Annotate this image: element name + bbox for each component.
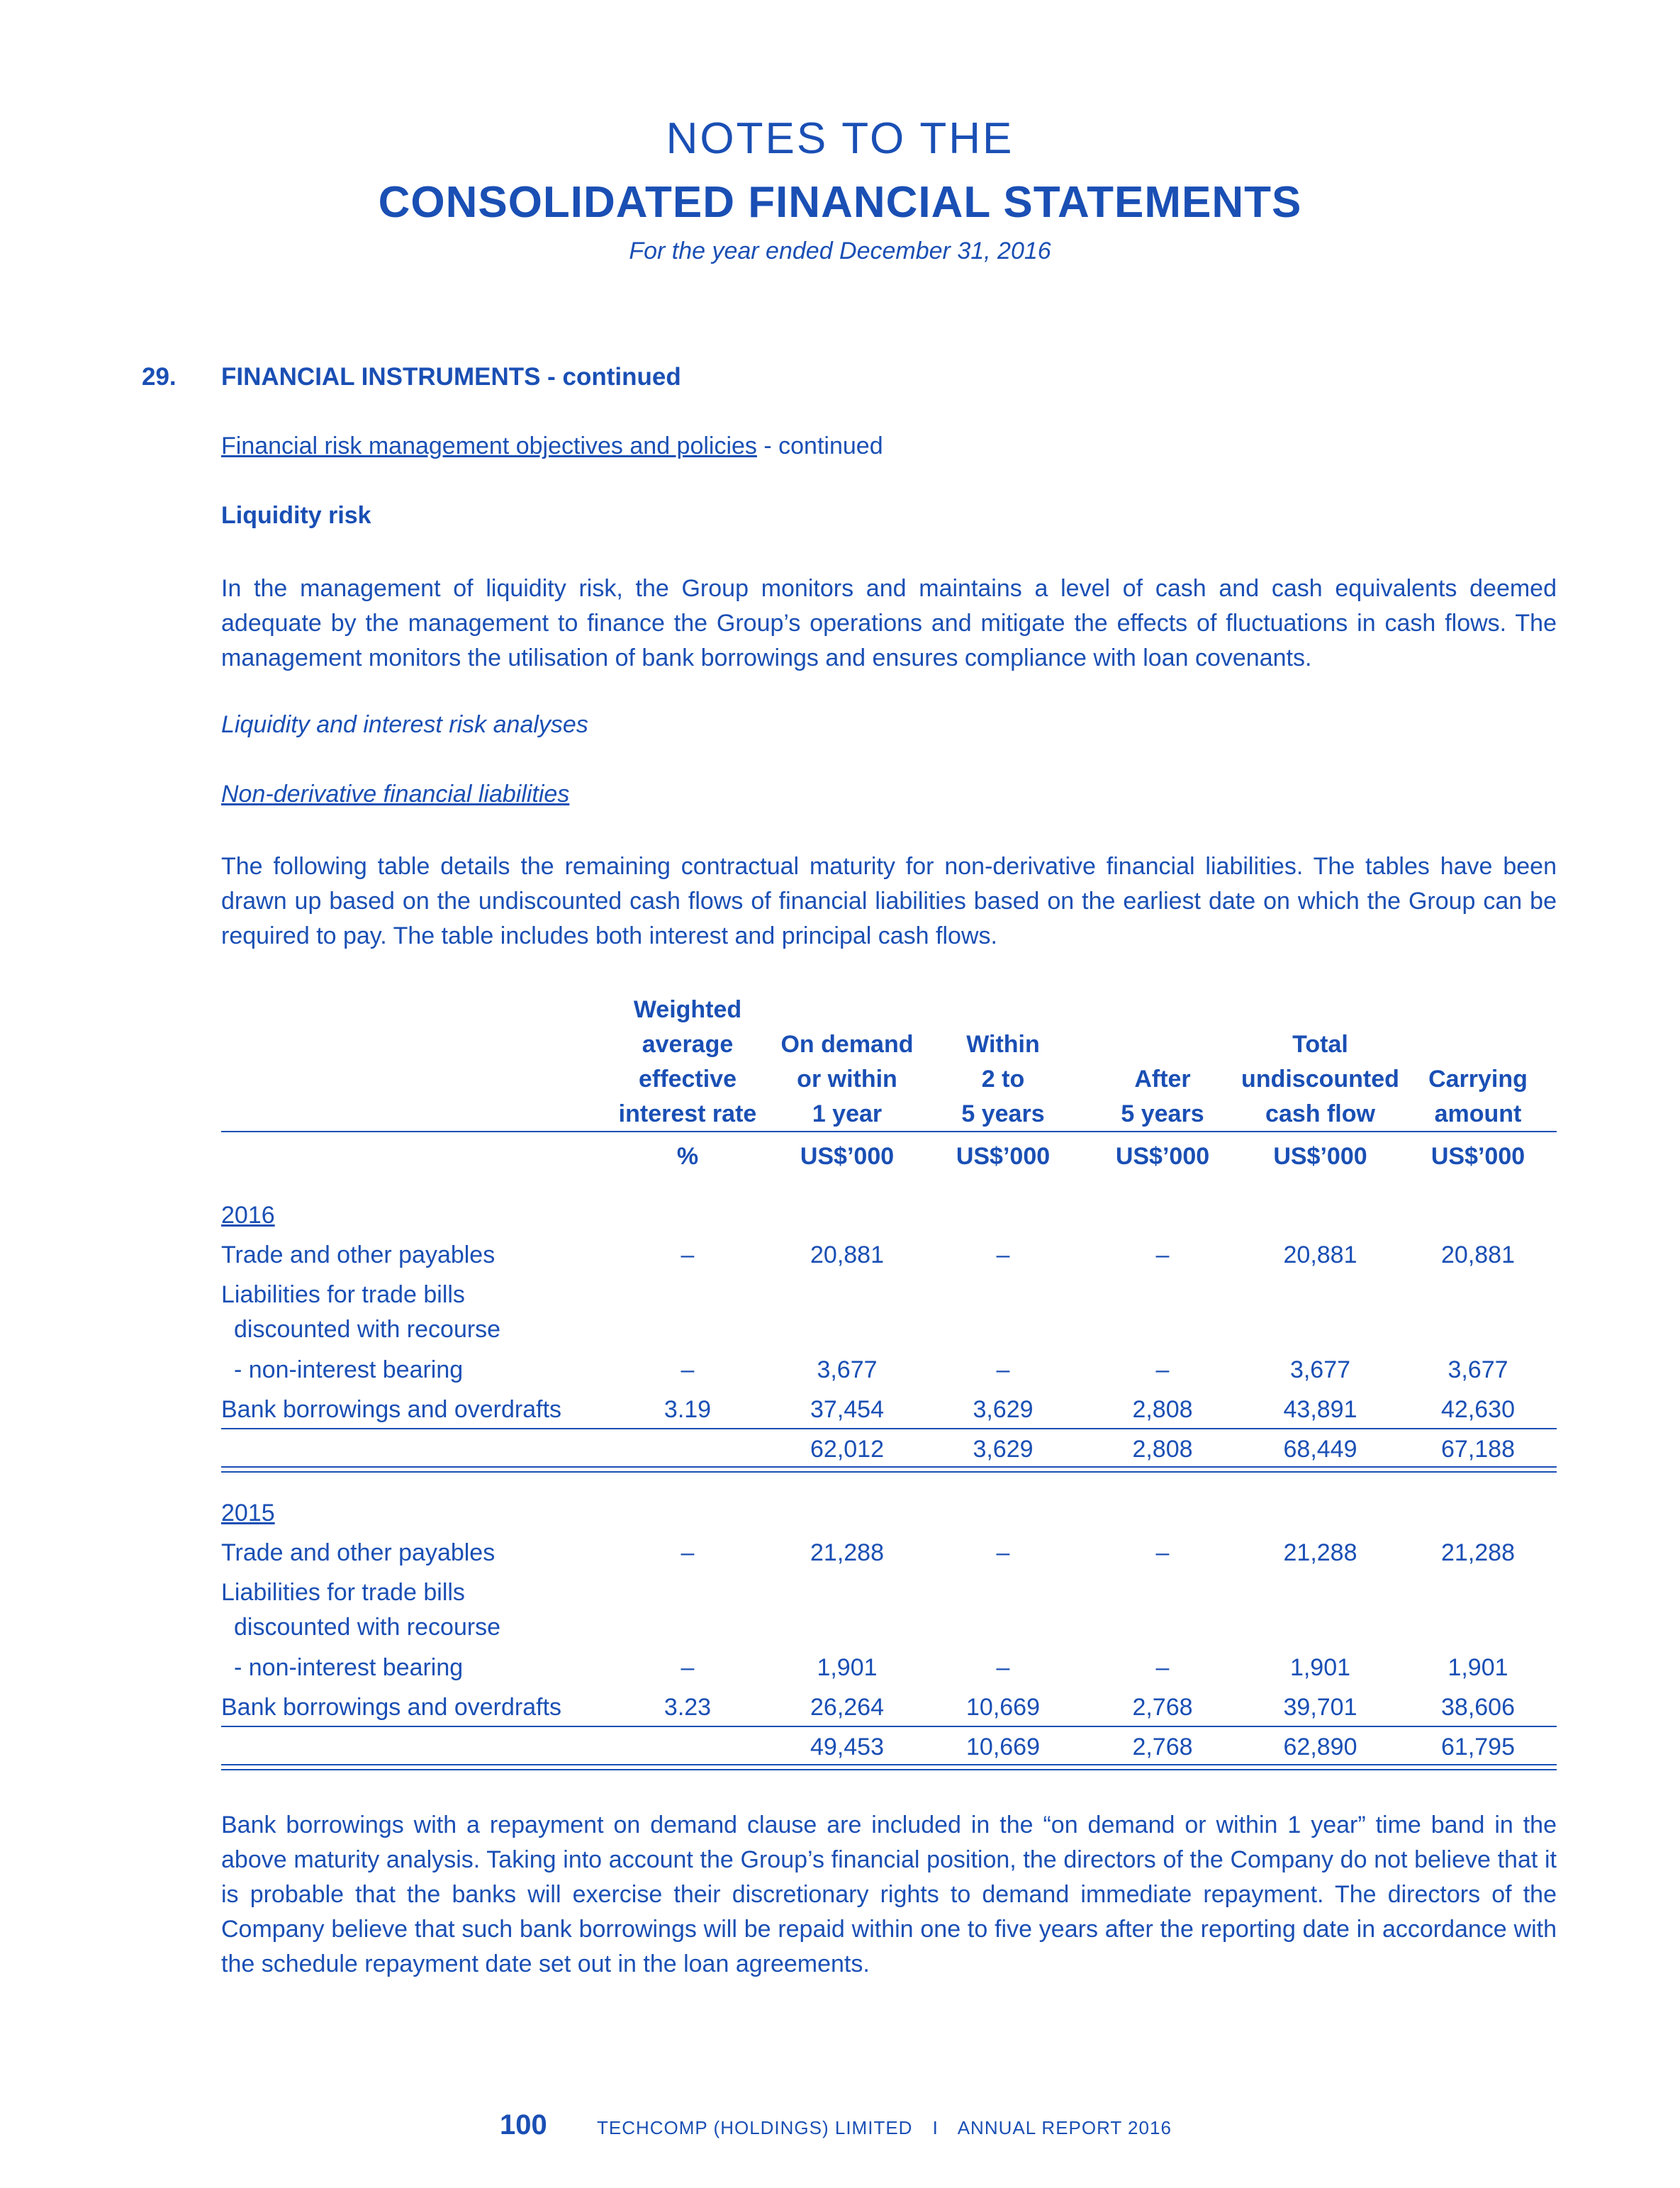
row-label: Trade and other payables <box>221 1539 495 1566</box>
table-cell: 20,881 <box>1283 1241 1357 1268</box>
paragraph-table-intro: The following table details the remaining contractual maturity for non-derivative financial liabilities. The tables have been drawn up based on the undiscounted cash flows of financial liabilities based on the earliest date on which the Group can be required to pay. The table includes both interest and principal cash flows. <box>221 853 1557 949</box>
table-cell: 2,808 <box>1132 1436 1193 1463</box>
subheading-suffix: - continued <box>756 432 883 459</box>
paragraph-repayment: Bank borrowings with a repayment on demand clause are included in the “on demand or within 1 year” time band in the above maturity analysis. Taking into account the Group’s financial position, the directors of the Company do not believe that it is probable that the banks will exercise their discretionary rights to demand immediate repayment. The directors of the Company believe that such bank borrowings will be repaid within one to five years after the reporting date in accordance with the schedule repayment date set out in the loan agreements. <box>221 1812 1557 1977</box>
table-cell: – <box>996 1356 1010 1383</box>
header-line: cash flow <box>1265 1100 1375 1127</box>
unit-label: US$’000 <box>1115 1143 1210 1170</box>
footer-text <box>597 2117 1172 2139</box>
column-header <box>929 1027 1077 1132</box>
table-cell: 2,808 <box>1132 1396 1193 1423</box>
table-cell: 3,677 <box>1447 1356 1508 1383</box>
table-cell: – <box>1155 1241 1170 1268</box>
row-label: Bank borrowings and overdrafts <box>221 1694 562 1721</box>
table-cell: 26,264 <box>810 1694 884 1721</box>
unit-label: US$’000 <box>800 1143 895 1170</box>
page-title-line2: CONSOLIDATED FINANCIAL STATEMENTS <box>378 178 1302 227</box>
header-line: average <box>642 1031 734 1058</box>
table-cell: 38,606 <box>1441 1694 1515 1721</box>
page-title-line1: NOTES TO THE <box>666 114 1014 163</box>
column-header <box>769 1027 925 1132</box>
header-line: 1 year <box>812 1100 883 1127</box>
total-rule-double <box>221 1764 1557 1765</box>
header-line: Carrying <box>1428 1066 1528 1093</box>
footer-company: TECHCOMP (HOLDINGS) LIMITED <box>597 2117 913 2138</box>
table-cell: – <box>1155 1539 1170 1566</box>
unit-label: US$’000 <box>956 1143 1051 1170</box>
header-line: 5 years <box>1121 1100 1204 1127</box>
table-cell: 2,768 <box>1132 1694 1193 1721</box>
column-header <box>1088 1062 1237 1132</box>
subheading <box>221 432 883 460</box>
table-cell: 21,288 <box>810 1539 884 1566</box>
table-cell: 3,677 <box>817 1356 878 1383</box>
row-label: - non-interest bearing <box>234 1356 464 1383</box>
table-cell: 21,288 <box>1441 1539 1515 1566</box>
header-line: Weighted <box>633 996 742 1023</box>
section-number: 29. <box>142 363 177 391</box>
subtotal-rule <box>221 1726 1557 1727</box>
table-cell: – <box>996 1654 1010 1681</box>
total-rule-double <box>221 1466 1557 1468</box>
header-line: 2 to <box>981 1066 1025 1093</box>
row-label: discounted with recourse <box>234 1614 501 1641</box>
table-cell: 61,795 <box>1441 1734 1515 1760</box>
header-line: amount <box>1434 1100 1522 1127</box>
liquidity-heading: Liquidity risk <box>221 502 371 529</box>
year-label-2015: 2015 <box>221 1500 275 1526</box>
table-cell: 68,449 <box>1283 1436 1357 1463</box>
header-line: interest rate <box>618 1100 757 1127</box>
header-line: undiscounted <box>1241 1066 1399 1093</box>
row-label: Liabilities for trade bills <box>221 1579 465 1606</box>
table-cell: 10,669 <box>966 1734 1040 1760</box>
section-title: FINANCIAL INSTRUMENTS - continued <box>221 363 681 391</box>
table-cell: 3,629 <box>973 1396 1034 1423</box>
table-cell: 43,891 <box>1283 1396 1357 1423</box>
total-rule-double <box>221 1769 1557 1770</box>
page-number: 100 <box>500 2109 547 2140</box>
row-label: Bank borrowings and overdrafts <box>221 1396 562 1423</box>
table-cell: – <box>681 1654 695 1681</box>
footer-separator: I <box>932 2117 939 2138</box>
subtotal-rule <box>221 1428 1557 1429</box>
italic-heading: Liquidity and interest risk analyses <box>221 711 588 738</box>
unit-label: US$’000 <box>1273 1143 1367 1170</box>
table-cell: – <box>1155 1654 1170 1681</box>
header-line: or within <box>797 1066 897 1093</box>
table-cell: 3,629 <box>973 1436 1034 1463</box>
table-cell: 1,901 <box>1289 1654 1351 1681</box>
subheading-underlined: Financial risk management objectives and policies <box>221 432 757 459</box>
year-label-2016: 2016 <box>221 1202 275 1229</box>
table-cell: 10,669 <box>966 1694 1040 1721</box>
footer-report: ANNUAL REPORT 2016 <box>957 2117 1172 2138</box>
row-label: discounted with recourse <box>234 1316 501 1343</box>
table-cell: 49,453 <box>810 1734 884 1760</box>
header-line: Within <box>966 1031 1040 1058</box>
table-cell: – <box>681 1539 695 1566</box>
header-line: After <box>1134 1066 1191 1093</box>
table-cell: 2,768 <box>1132 1734 1193 1760</box>
table-cell: – <box>681 1356 695 1383</box>
header-line: On demand <box>780 1031 914 1058</box>
page-subtitle: For the year ended December 31, 2016 <box>629 238 1051 264</box>
table-cell: 20,881 <box>810 1241 884 1268</box>
column-header <box>606 993 769 1132</box>
italic-underlined-heading: Non-derivative financial liabilities <box>221 781 570 808</box>
table-cell: – <box>996 1539 1010 1566</box>
table-cell: 3.19 <box>663 1396 712 1423</box>
table-cell: – <box>1155 1356 1170 1383</box>
table-cell: – <box>996 1241 1010 1268</box>
row-label: Trade and other payables <box>221 1241 495 1268</box>
unit-label: % <box>676 1143 699 1170</box>
table-cell: 67,188 <box>1441 1436 1515 1463</box>
header-rule <box>221 1131 1557 1132</box>
table-cell: 20,881 <box>1441 1241 1515 1268</box>
table-cell: 62,012 <box>810 1436 884 1463</box>
paragraph-liquidity: In the management of liquidity risk, the Group monitors and maintains a level of cash and cash equivalents deemed adequate by the management to finance the Group’s operations and mitigate the effects of fluctuations in cash flows. The management monitors the utilisation of bank borrowings and ensures compliance with loan covenants. <box>221 575 1557 671</box>
table-cell: 62,890 <box>1283 1734 1357 1760</box>
column-header <box>1407 1062 1549 1132</box>
table-cell: 3,677 <box>1289 1356 1351 1383</box>
header-line: 5 years <box>961 1100 1045 1127</box>
table-cell: – <box>681 1241 695 1268</box>
row-label: - non-interest bearing <box>234 1654 464 1681</box>
table-cell: 42,630 <box>1441 1396 1515 1423</box>
table-cell: 1,901 <box>817 1654 878 1681</box>
column-header <box>1237 1027 1404 1132</box>
total-rule-double <box>221 1471 1557 1473</box>
table-cell: 37,454 <box>810 1396 884 1423</box>
unit-label: US$’000 <box>1430 1143 1525 1170</box>
header-line: effective <box>639 1066 737 1093</box>
table-cell: 1,901 <box>1447 1654 1508 1681</box>
table-cell: 39,701 <box>1283 1694 1357 1721</box>
table-cell: 3.23 <box>663 1694 712 1721</box>
table-cell: 21,288 <box>1283 1539 1357 1566</box>
header-line: Total <box>1292 1031 1348 1058</box>
row-label: Liabilities for trade bills <box>221 1281 465 1308</box>
